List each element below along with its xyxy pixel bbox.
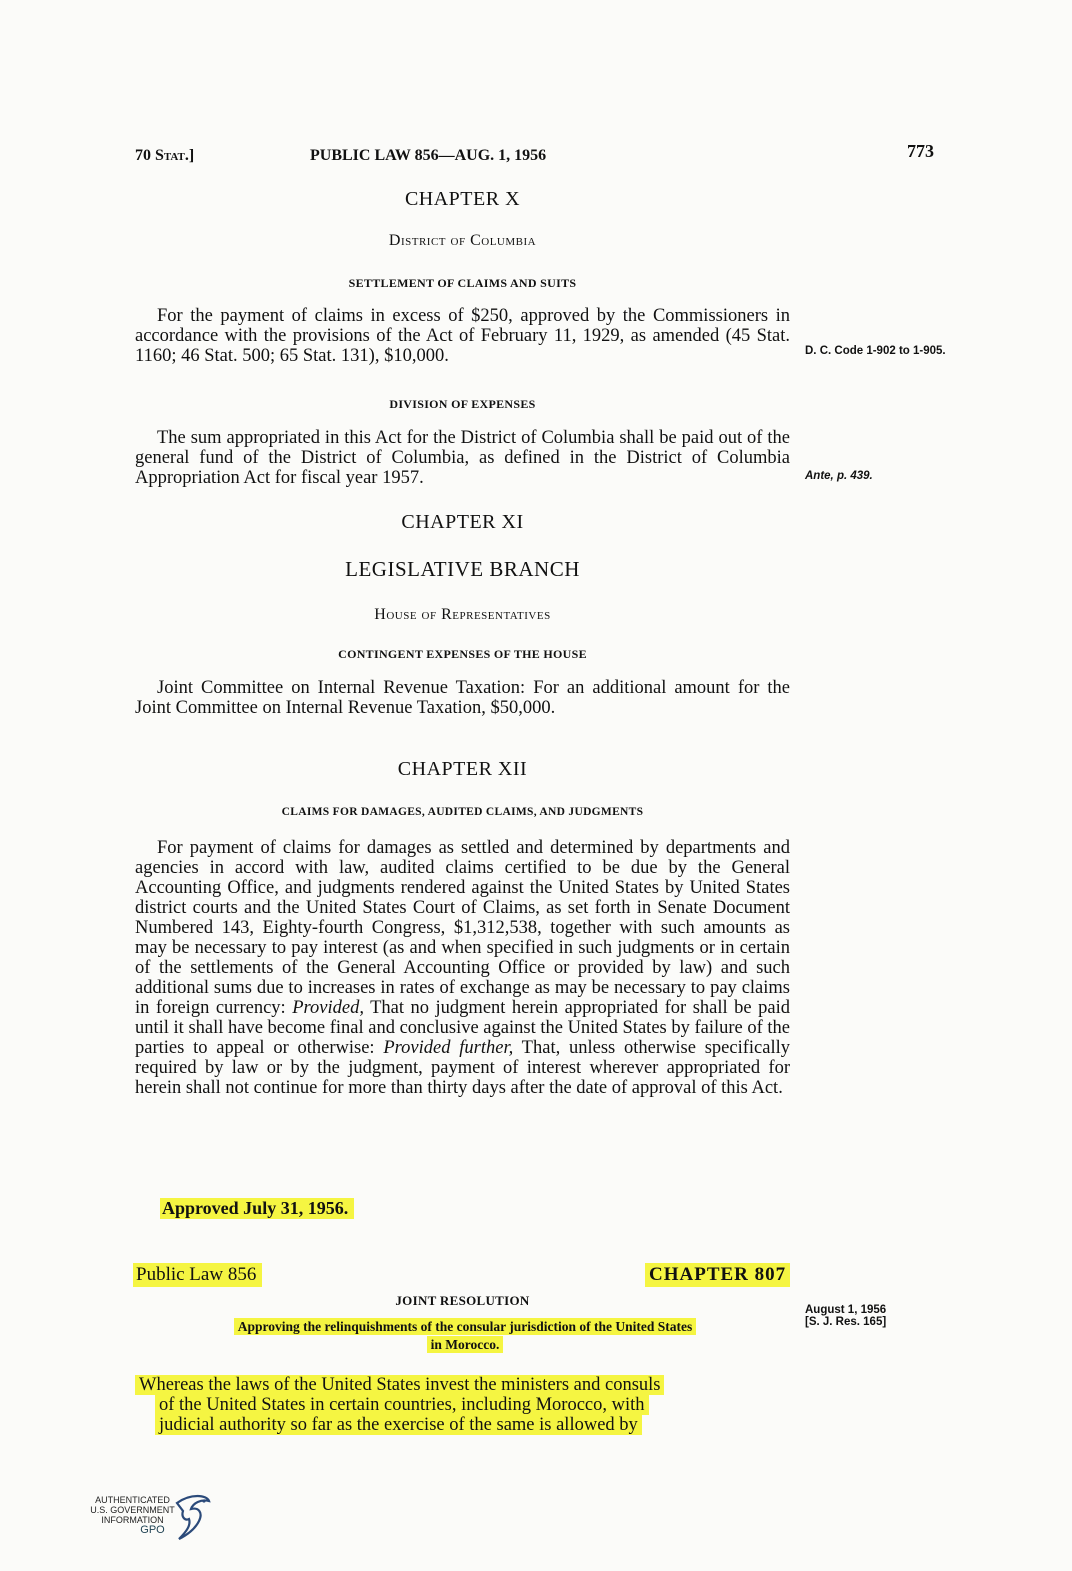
header-stat-ref: 70 Stat.] [135,147,195,164]
margin-res: [S. J. Res. 165] [805,1316,887,1328]
approving-title [135,1318,795,1354]
claims-damages-paragraph [135,838,790,1098]
whereas-line-2: of the United States in certain countries, including Morocco, with [155,1395,649,1415]
margin-date: August 1, 1956 [805,1304,887,1316]
claims-damages-heading: CLAIMS FOR DAMAGES, AUDITED CLAIMS, AND JUDGMENTS [281,806,644,818]
district-heading: District of Columbia [388,232,537,249]
whereas-line-1: Whereas the laws of the United States invest the ministers and consuls [135,1375,664,1395]
gpo-line-2: U.S. GOVERNMENT [90,1505,175,1515]
contingent-heading: CONTINGENT EXPENSES OF THE HOUSE [338,647,587,661]
joint-resolution-heading: JOINT RESOLUTION [395,1293,530,1308]
claims-paragraph: For the payment of claims in excess of $250, approved by the Commissioners in accordance with the provisions of the Act of February 11, 1929, as amended (45 Stat. 1160; 46 Stat. 500; 65 Stat. 131), $10,000. [135,306,790,366]
division-paragraph: The sum appropriated in this Act for the District of Columbia shall be paid out of the general fund of the District of Columbia, as defined in the District of Columbia Appropriation Act for fiscal year 1957. [135,428,790,488]
claims-text-part1: For payment of claims for damages as settled and determined by departments and agencies in accord with law, audited claims certified to be due by the General Accounting Office, and judgments rendered against the United States by United States district courts and the United States Court of Claims, as set forth in Senate Document Numbered 143, Eighty-fourth Congress, $1,312,538, together with such amounts as may be necessary to pay interest (as and when specified in such judgments or in certain of the settlements of the General Accounting Office or provided by law) and such additional sums due to increases in rates of exchange as may be necessary to pay claims in foreign currency: [135,838,790,1018]
margin-date-res [805,1304,955,1328]
approving-line-1: Approving the relinquishments of the consular jurisdiction of the United States [234,1318,697,1335]
claims-text-part2: That no judgment herein appropriated for shall be paid until it shall have become final and conclusive against the United States by failure of the parties to appeal or otherwise: [135,998,791,1058]
chapter-xi-title: CHAPTER XI [401,511,524,533]
settlement-heading: SETTLEMENT OF CLAIMS AND SUITS [348,276,577,290]
approving-line-2: in Morocco. [427,1336,504,1353]
running-header [135,141,945,171]
gpo-line-3: INFORMATION [101,1515,164,1525]
page-number: 773 [907,141,934,161]
eagle-icon [173,1491,213,1549]
chapter-x-title: CHAPTER X [404,188,521,210]
public-law-label: Public Law 856 [133,1263,262,1287]
joint-committee-paragraph: Joint Committee on Internal Revenue Taxation: For an additional amount for the Joint Committee on Internal Revenue Taxation, $50,000. [135,678,790,718]
legislative-branch-heading: LEGISLATIVE BRANCH [345,557,580,581]
division-heading: DIVISION OF EXPENSES [389,397,536,411]
claims-text-part3: That, unless otherwise specifically required by law or by the judgment, payment of interest wherever appropriated for herein shall not continue for more than thirty days after the date of approval of this Act. [135,1038,790,1098]
margin-dc-code: D. C. Code 1-902 to 1-905. [805,345,946,357]
margin-ante: Ante, p. 439. [805,470,873,482]
gpo-authentication-seal [85,1495,215,1555]
provided-further-term: Provided further, [383,1038,514,1058]
whereas-clause [135,1375,795,1435]
house-heading: House of Representatives [374,606,551,623]
header-title: PUBLIC LAW 856—AUG. 1, 1956 [310,147,547,164]
provided-term: Provided, [292,998,364,1018]
approved-date: Approved July 31, 1956. [160,1198,354,1219]
gpo-line-1: AUTHENTICATED [95,1495,170,1505]
chapter-807-label: CHAPTER 807 [645,1263,790,1287]
chapter-xii-title: CHAPTER XII [397,758,528,780]
gpo-seal-text [85,1495,180,1535]
gpo-line-4: GPO [140,1524,165,1536]
whereas-line-3: judicial authority so far as the exercise of the same is allowed by [155,1415,642,1435]
